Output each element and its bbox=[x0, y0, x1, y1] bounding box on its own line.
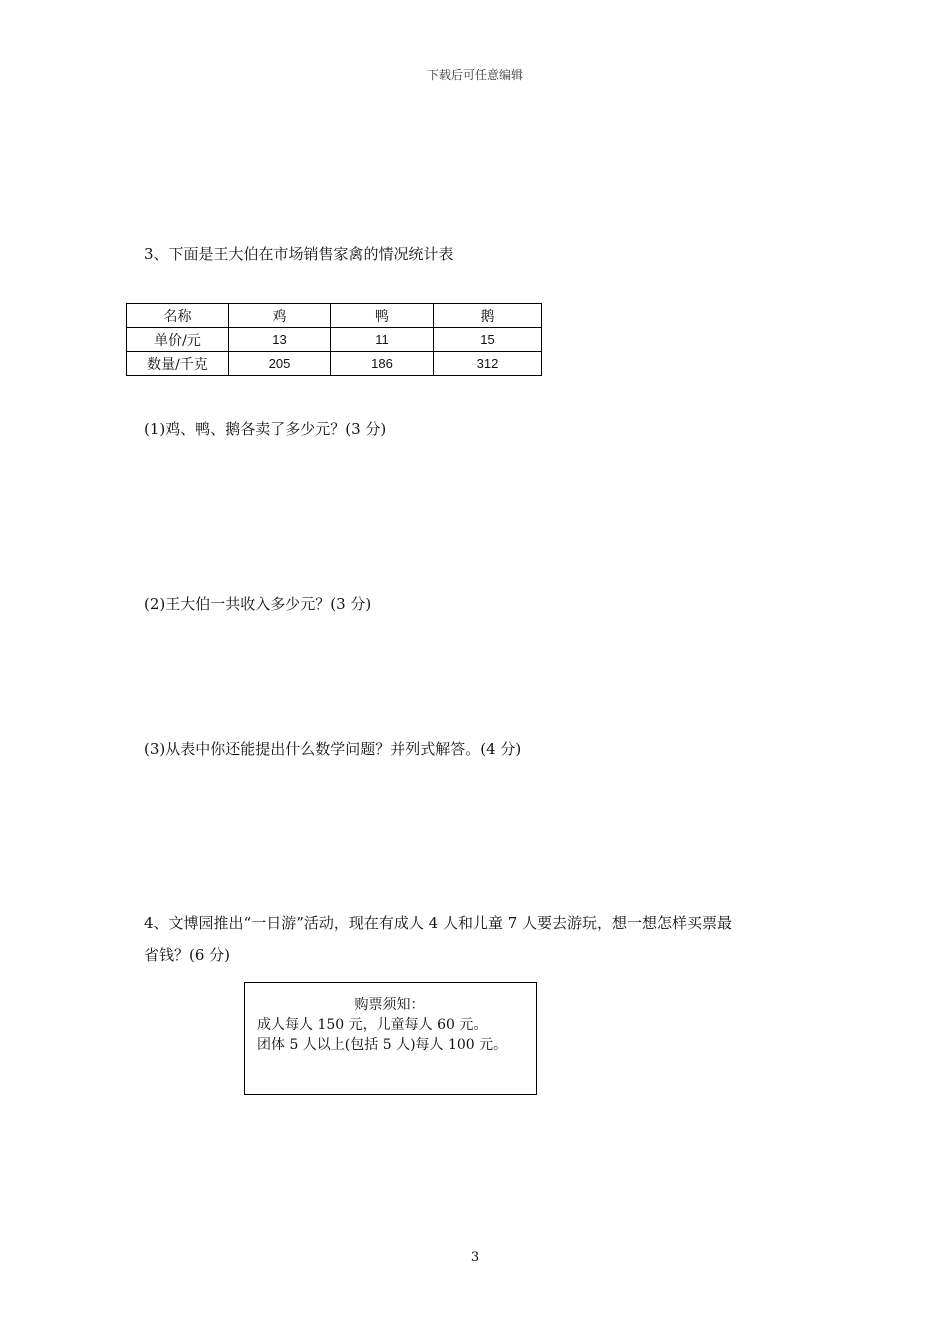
table-row-label: 数量/千克 bbox=[127, 352, 229, 376]
table-row-label: 单价/元 bbox=[127, 328, 229, 352]
table-row bbox=[127, 328, 542, 352]
table-row bbox=[127, 352, 542, 376]
table-header-cell: 鸡 bbox=[229, 304, 331, 328]
page-header: 下载后可任意编辑 bbox=[426, 68, 523, 82]
table-header-cell: 名称 bbox=[127, 304, 229, 328]
ticket-notice-box bbox=[244, 982, 537, 1095]
table-cell: 205 bbox=[229, 352, 331, 376]
table-cell: 13 bbox=[229, 328, 331, 352]
sales-table bbox=[126, 303, 542, 376]
table-cell: 186 bbox=[331, 352, 434, 376]
question-3-title: 3、下面是王大伯在市场销售家禽的情况统计表 bbox=[144, 245, 454, 263]
notice-title: 购票须知： bbox=[354, 997, 425, 1013]
question-3-sub-3: (3)从表中你还能提出什么数学问题？并列式解答。(4 分) bbox=[144, 740, 522, 758]
table-header-cell: 鸭 bbox=[331, 304, 434, 328]
page-number: 3 bbox=[470, 1250, 480, 1265]
question-3-sub-2: (2)王大伯一共收入多少元？(3 分) bbox=[144, 595, 372, 613]
question-4-line-1: 4、文博园推出“一日游”活动，现在有成人 4 人和儿童 7 人要去游玩，想一想怎样买票最 bbox=[144, 914, 733, 932]
table-header-row bbox=[127, 304, 542, 328]
question-4-line-2: 省钱？(6 分) bbox=[144, 946, 231, 964]
question-3-sub-1: (1)鸡、鸭、鹅各卖了多少元？(3 分) bbox=[144, 420, 387, 438]
notice-line-2: 团体 5 人以上(包括 5 人)每人 100 元。 bbox=[257, 1037, 508, 1053]
table-cell: 312 bbox=[434, 352, 542, 376]
table-header-cell: 鹅 bbox=[434, 304, 542, 328]
notice-line-1: 成人每人 150 元，儿童每人 60 元。 bbox=[257, 1017, 488, 1033]
table-cell: 15 bbox=[434, 328, 542, 352]
table-cell: 11 bbox=[331, 328, 434, 352]
